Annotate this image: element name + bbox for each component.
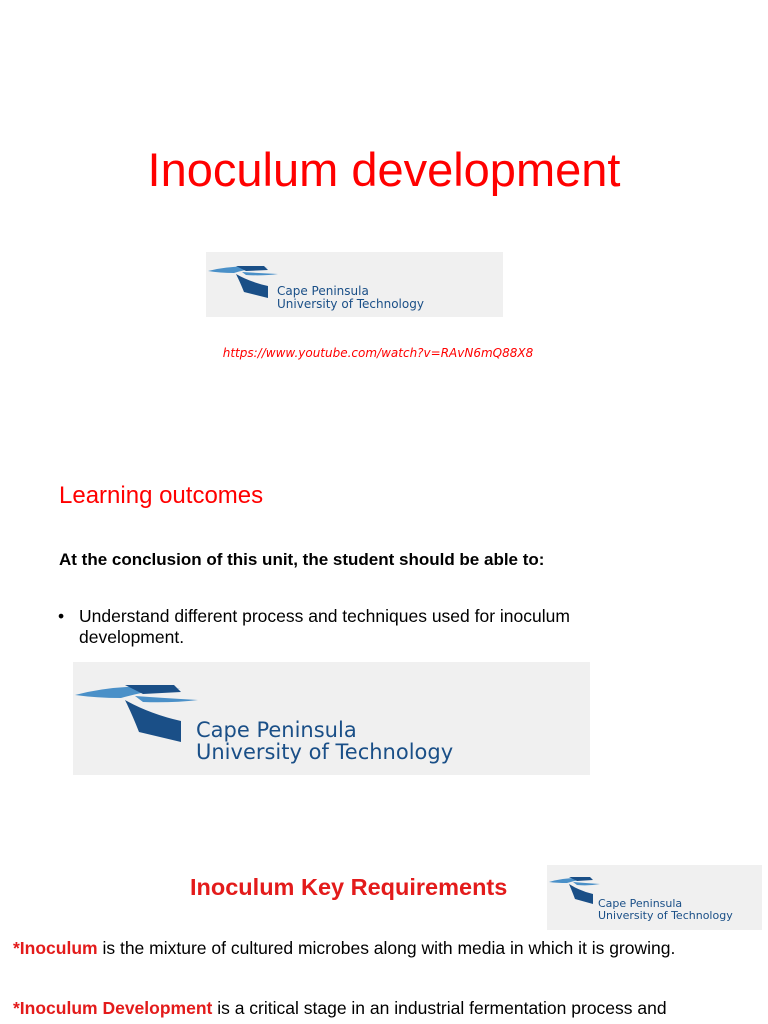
key-requirements-heading: Inoculum Key Requirements [190,874,508,900]
definition-term: *Inoculum Development [13,998,213,1018]
definition-text: is the mixture of cultured microbes along with media in which it is growing. [97,938,676,958]
university-logo [206,252,503,317]
page-title: Inoculum development [147,143,621,196]
intro-text: At the conclusion of this unit, the student should be able to: [59,550,545,569]
inoculum-development-definition [13,998,667,1019]
definition-text: is a critical stage in an industrial fermentation process and [212,998,667,1018]
logo-line-1: Cape Peninsula [196,718,357,742]
bullet-line-2: development. [79,627,185,647]
inoculum-definition [13,938,675,959]
bullet-icon: • [58,606,65,626]
logo-line-2: University of Technology [277,296,424,311]
university-logo-small [547,865,762,930]
bullet-item [58,606,678,648]
logo-line-2: University of Technology [598,908,733,922]
youtube-link[interactable]: https://www.youtube.com/watch?v=RAvN6mQ88X8 [222,346,534,360]
university-logo-large [73,662,590,775]
learning-outcomes-heading: Learning outcomes [59,482,264,509]
logo-line-1: Cape Peninsula [277,284,369,298]
definition-term: *Inoculum [13,938,98,958]
logo-line-2: University of Technology [196,740,454,765]
bullet-line-1: Understand different process and techniques used for inoculum [79,606,570,626]
logo-line-1: Cape Peninsula [598,897,683,910]
